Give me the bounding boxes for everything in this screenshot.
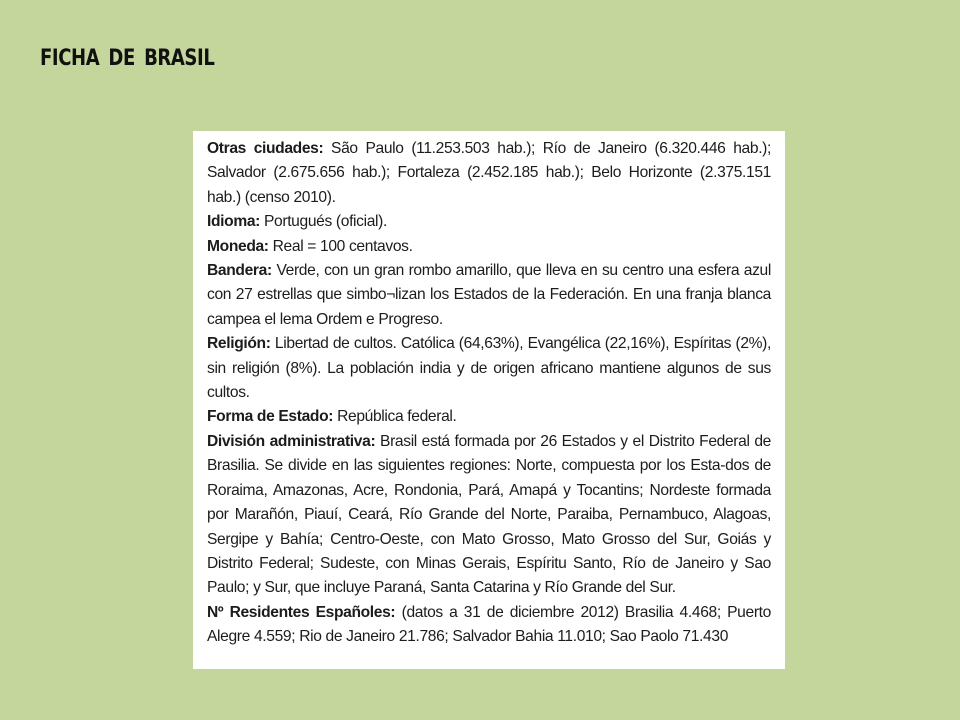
entry-text: República federal. — [333, 408, 457, 426]
entry-otras-ciudades — [207, 137, 771, 210]
entry-text: Brasil está formada por 26 Estados y el Distrito Federal de Brasilia. Se divide en las siguientes regiones: Norte, compuesta por los Esta-dos de Roraima, Amazonas, Acre, Rondonia, Pará, Amapá y Tocantins; Nordeste formada por Marañón, Piauí, Ceará, Río Grande del Norte, Paraiba, Pernambuco, Alagoas, Sergipe y Bahía; Centro-Oeste, con Mato Grosso, Mato Grosso del Sur, Goiás y Distrito Federal; Sudeste, con Minas Gerais, Espíritu Santo, Río de Janeiro y Sao Paulo; y Sur, que incluye Paraná, Santa Catarina y Río Grande del Sur. — [207, 432, 771, 597]
entry-religion — [207, 332, 771, 405]
entry-text: Libertad de cultos. Católica (64,63%), Evangélica (22,16%), Espíritas (2%), sin religión (8%). La población india y de origen africano mantiene algunos de sus cultos. — [207, 335, 771, 402]
entry-label: Otras ciudades: — [207, 140, 324, 157]
entry-text: São Paulo (11.253.503 hab.); Río de Janeiro (6.320.446 hab.); Salvador (2.675.656 hab.); Fortaleza (2.452.185 hab.); Belo Horizonte (2.375.151 hab.) (censo 2010). — [207, 140, 771, 206]
entry-forma-de-estado — [207, 405, 771, 429]
entry-division-administrativa — [207, 430, 771, 601]
entry-label: Moneda: — [207, 237, 269, 255]
entry-label: Bandera: — [207, 262, 272, 280]
entry-idioma — [207, 210, 771, 234]
entry-text: Portugués (oficial). — [260, 213, 387, 231]
entry-label: Forma de Estado: — [207, 408, 334, 426]
slide-title: FICHA DE BRASIL — [40, 46, 215, 71]
entry-text: Verde, con un gran rombo amarillo, que lleva en su centro una esfera azul con 27 estrellas que simbo¬lizan los Estados de la Federación. En una franja blanca campea el lema Ordem e Progreso. — [207, 262, 771, 328]
entry-label: Nº Residentes Españoles: — [207, 603, 396, 621]
entry-label: Idioma: — [207, 213, 260, 231]
entry-residentes-espanoles — [207, 601, 771, 650]
entry-text: (datos a 31 de diciembre 2012) Brasilia 4.468; Puerto Alegre 4.559; Rio de Janeiro 21.786; Salvador Bahia 11.010; Sao Paolo 71.430 — [207, 603, 771, 646]
info-text — [207, 137, 771, 650]
entry-text: Real = 100 centavos. — [268, 237, 413, 255]
entry-label: Religión: — [207, 335, 271, 353]
info-card — [193, 131, 785, 669]
entry-moneda — [207, 235, 771, 259]
entry-label: División administrativa: — [207, 432, 376, 450]
entry-bandera — [207, 259, 771, 332]
